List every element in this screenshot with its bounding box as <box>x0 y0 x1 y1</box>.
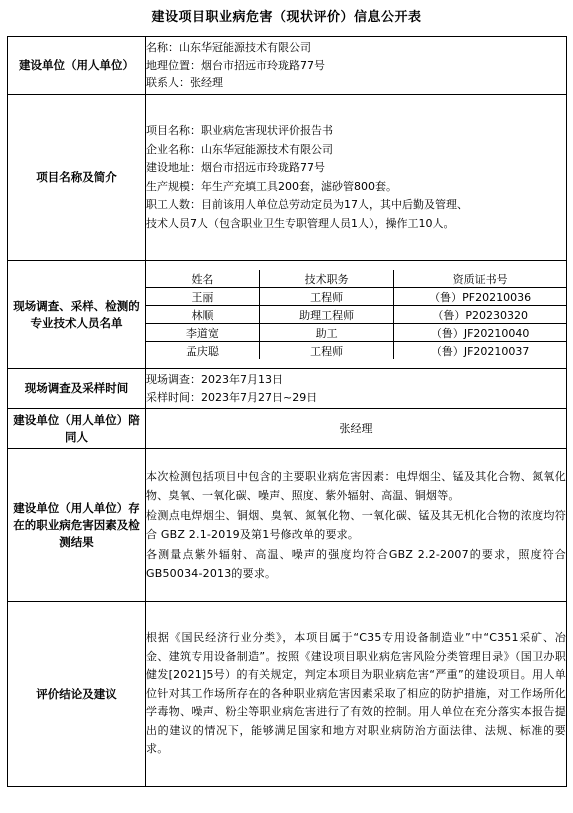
staff-cert: （鲁）JF20210040 <box>394 324 566 342</box>
escort-value: 张经理 <box>146 409 567 449</box>
project-scale: 生产规模：年生产充填工具200套，滤砂管800套。 <box>146 179 397 193</box>
hazards-row <box>8 449 567 602</box>
unit-location: 地理位置：烟台市招远市玲珑路77号 <box>146 58 325 72</box>
unit-name: 名称：山东华冠能源技术有限公司 <box>146 41 311 55</box>
staff-cert: （鲁）P20230320 <box>394 306 566 324</box>
hazards-paragraph: 检测点电焊烟尘、铜烟、臭氧、氮氧化物、一氧化碳、锰及其无机化合物的浓度均符合 GBZ 2.1-2019及第1号修改单的要求。 <box>146 508 566 541</box>
survey-label: 现场调查及采样时间 <box>8 369 146 409</box>
project-name: 项目名称：职业病危害现状评价报告书 <box>146 124 333 137</box>
hazards-label: 建设单位（用人单位）存在的职业病危害因素及检测结果 <box>8 449 146 602</box>
staff-cert: （鲁）JF20210037 <box>394 342 566 360</box>
conclusion-label: 评价结论及建议 <box>8 602 146 787</box>
table-row <box>146 288 566 306</box>
page-title: 建设项目职业病危害（现状评价）信息公开表 <box>151 10 422 25</box>
staff-header-name: 姓名 <box>146 270 259 288</box>
staff-header-row <box>146 270 566 288</box>
staff-name: 王丽 <box>146 288 259 306</box>
project-staff-2: 技术人员7人（包含职业卫生专职管理人员1人），操作工10人。 <box>146 216 455 230</box>
disclosure-table <box>7 36 567 787</box>
survey-row <box>8 369 567 409</box>
staff-title: 助理工程师 <box>259 306 393 324</box>
staff-cert: （鲁）PF20210036 <box>394 288 566 306</box>
staff-name: 李道宽 <box>146 324 259 342</box>
staff-label: 现场调查、采样、检测的专业技术人员名单 <box>8 261 146 369</box>
survey-date: 现场调查：2023年7月13日 <box>146 373 283 386</box>
staff-header-cert: 资质证书号 <box>394 270 566 288</box>
staff-row <box>8 261 567 369</box>
project-address: 建设地址：烟台市招远市玲珑路77号 <box>146 161 325 174</box>
staff-cell <box>146 261 567 369</box>
table-row <box>146 324 566 342</box>
project-label: 项目名称及简介 <box>8 95 146 261</box>
conclusion-paragraph: 根据《国民经济行业分类》，本项目属于“C35专用设备制造业”中“C351采矿、冶金、建筑专用设备制造”。按照《建设项目职业病危害风险分类管理目录》（国卫办职健发[2021]5号）的有关规定，判定本项目为职业病危害“严重”的建设项目。用人单位针对其工作场所存在的各种职业病危害因素采取了相应的防护措施，对工作场所化学毒物、噪声、粉尘等职业病危害进行了有效的控制。用人单位在充分落实本报告提出的建议的情况下，能够满足国家和地方对职业病防治方面法律、法规、标准的要求。 <box>146 631 566 756</box>
escort-row <box>8 409 567 449</box>
unit-label: 建设单位（用人单位） <box>8 37 146 95</box>
unit-content <box>146 37 567 95</box>
conclusion-content <box>146 602 567 787</box>
table-row <box>146 342 566 360</box>
staff-name: 林顺 <box>146 306 259 324</box>
unit-contact: 联系人：张经理 <box>146 76 223 90</box>
staff-title: 工程师 <box>259 288 393 306</box>
staff-header-title: 技术职务 <box>259 270 393 288</box>
hazards-paragraph: 各测量点紫外辐射、高温、噪声的强度均符合GBZ 2.2-2007的要求，照度符合GB50034-2013的要求。 <box>146 547 566 580</box>
escort-label: 建设单位（用人单位）陪同人 <box>8 409 146 449</box>
hazards-content <box>146 449 567 602</box>
project-staff-1: 职工人数：目前该用人单位总劳动定员为17人，其中后勤及管理、 <box>146 198 468 211</box>
table-row <box>146 306 566 324</box>
conclusion-row <box>8 602 567 787</box>
staff-title: 工程师 <box>259 342 393 360</box>
hazards-paragraph: 本次检测包括项目中包含的主要职业病危害因素：电焊烟尘、锰及其化合物、氮氧化物、臭氧、一氧化碳、噪声、照度、紫外辐射、高温、铜烟等。 <box>146 469 566 502</box>
staff-title: 助工 <box>259 324 393 342</box>
project-row <box>8 95 567 261</box>
survey-content <box>146 369 567 409</box>
sampling-date: 采样时间：2023年7月27日~29日 <box>146 390 318 404</box>
project-content <box>146 95 567 261</box>
staff-name: 孟庆聪 <box>146 342 259 360</box>
project-company: 企业名称：山东华冠能源技术有限公司 <box>146 142 333 156</box>
staff-table <box>146 270 566 359</box>
unit-row <box>8 37 567 95</box>
